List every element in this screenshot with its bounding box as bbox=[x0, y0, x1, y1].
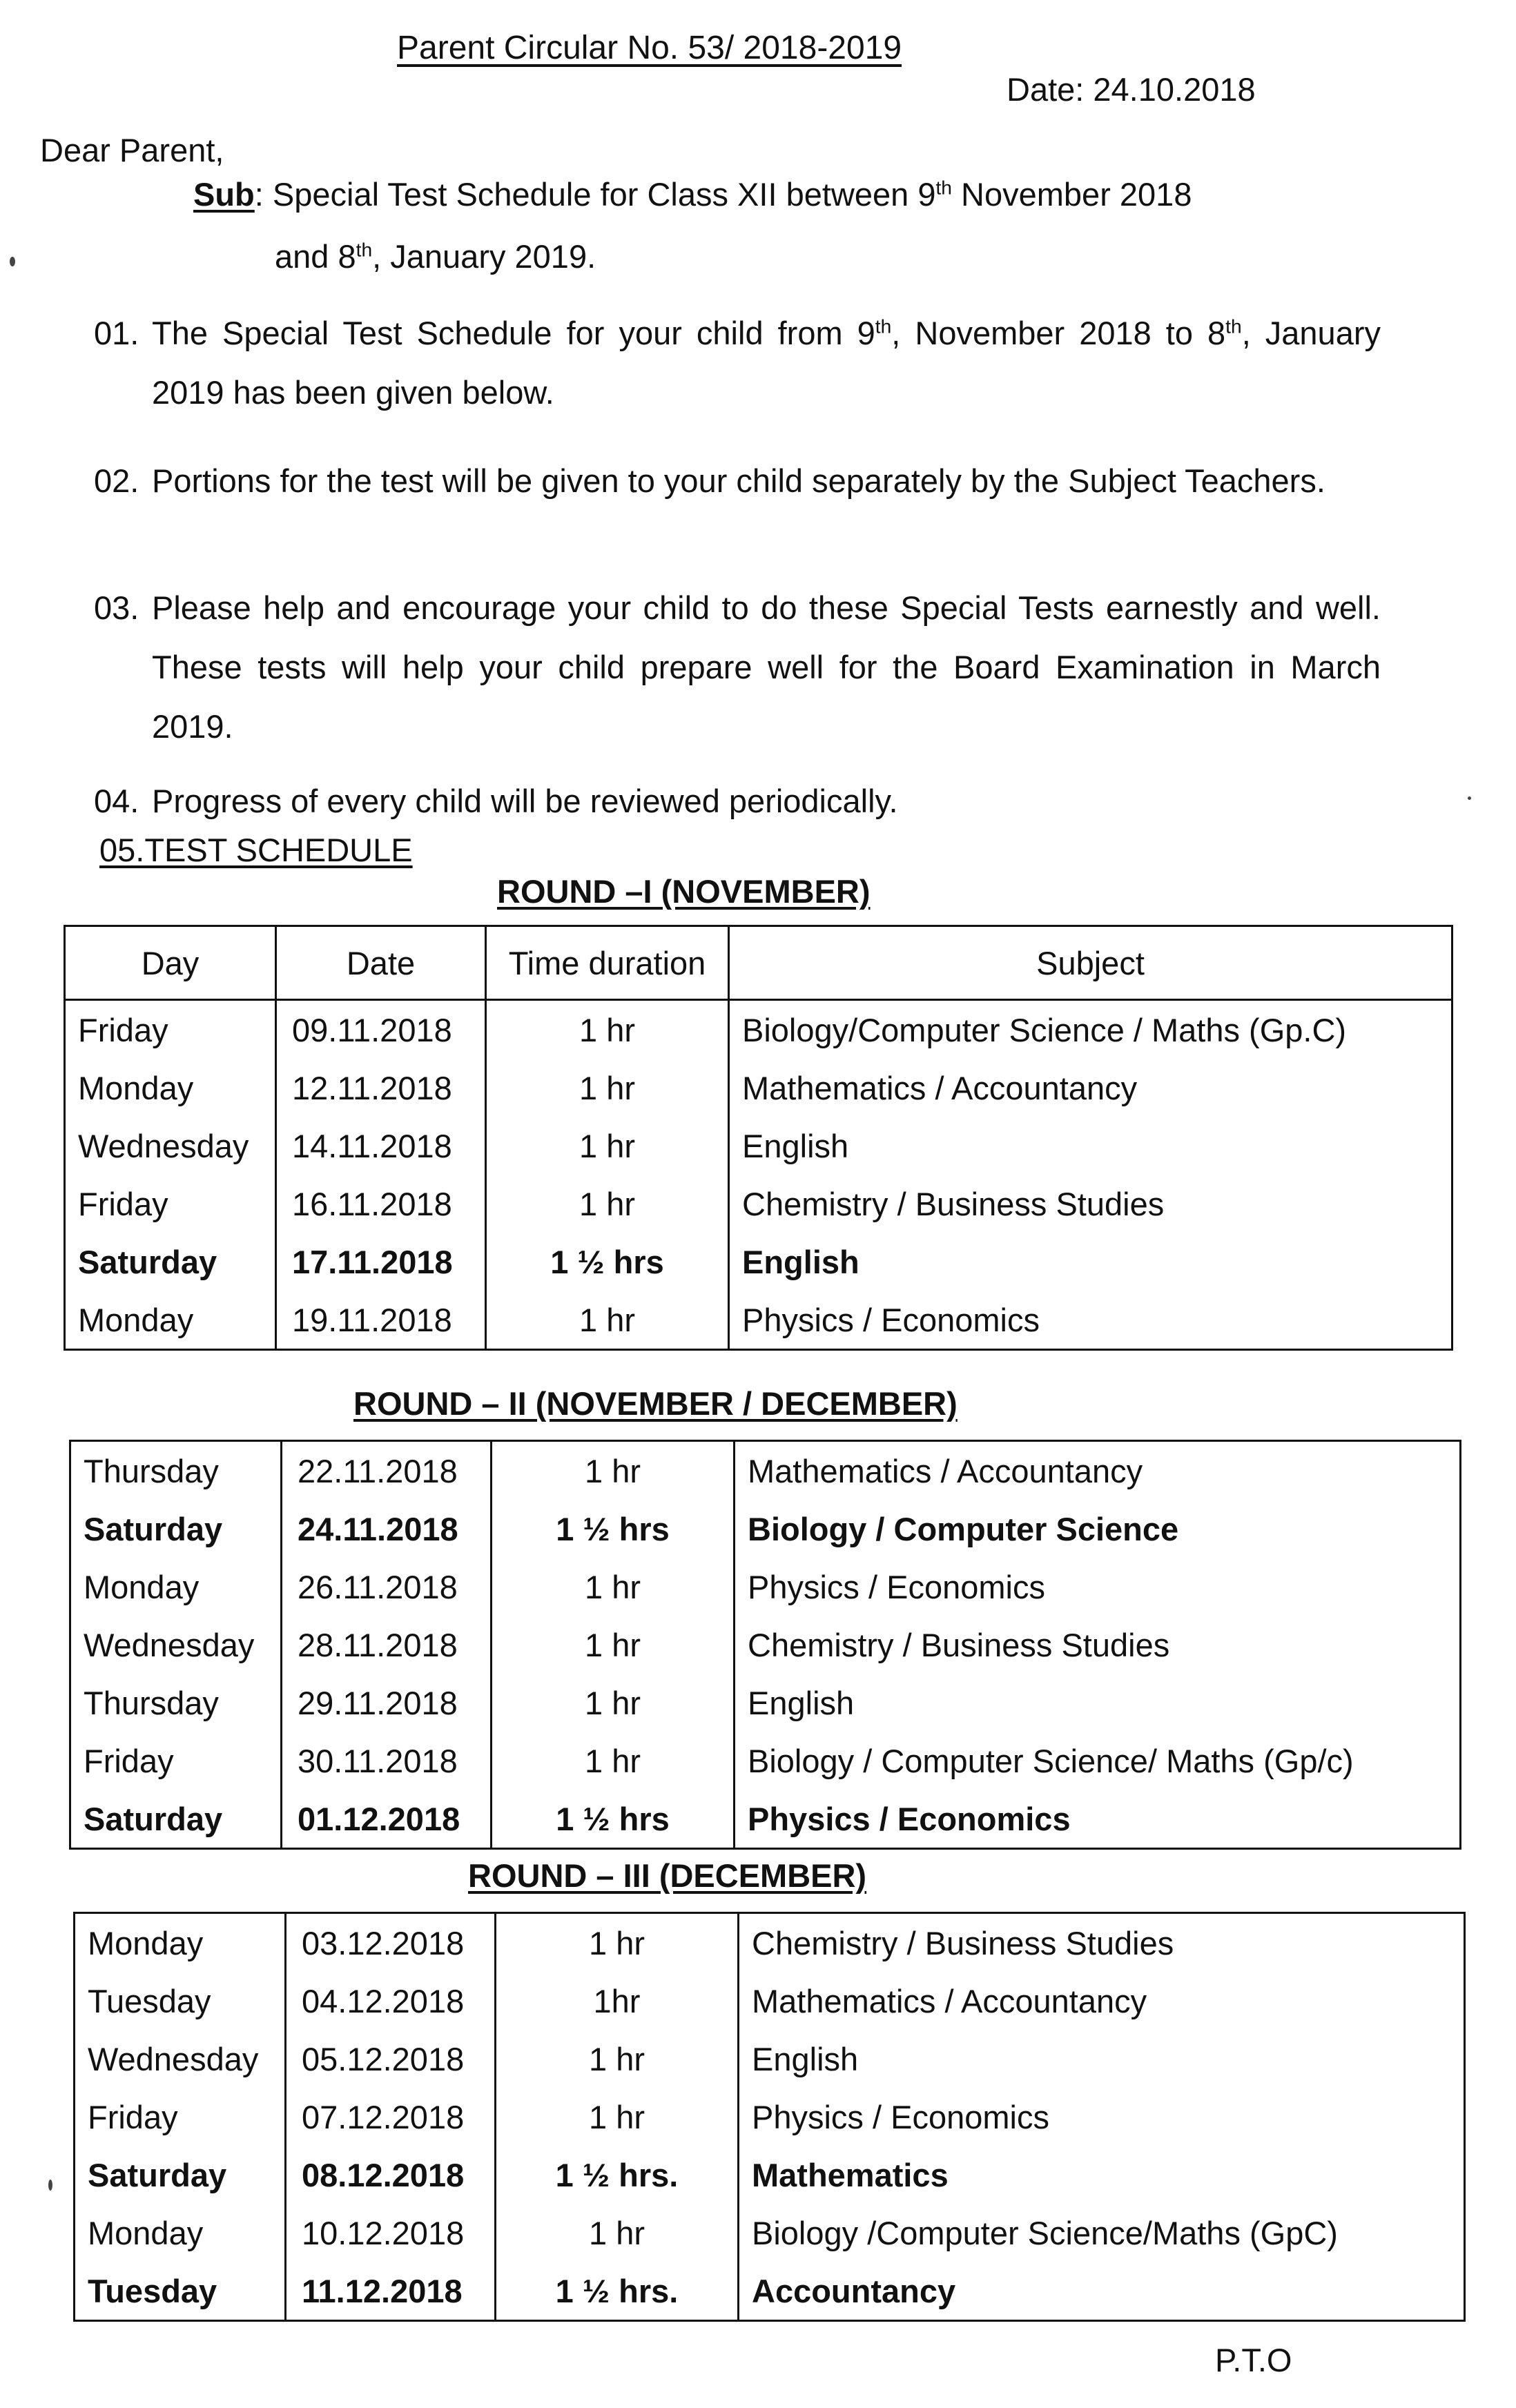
cell-day: Thursday bbox=[70, 1674, 282, 1732]
cell-time: 1 hr bbox=[492, 1674, 735, 1732]
cell-date: 30.11.2018 bbox=[282, 1732, 492, 1790]
cell-day: Thursday bbox=[70, 1441, 282, 1500]
cell-day: Monday bbox=[75, 1913, 286, 1973]
cell-subject: English bbox=[735, 1674, 1461, 1732]
point-text-part: , January 2019 has been given below. bbox=[152, 315, 1381, 411]
cell-day: Monday bbox=[65, 1059, 276, 1117]
point-number: 02. bbox=[94, 462, 139, 499]
cell-subject: Biology / Computer Science/ Maths (Gp/c) bbox=[735, 1732, 1461, 1790]
cell-date: 11.12.2018 bbox=[286, 2262, 496, 2321]
table-row bbox=[70, 1616, 1461, 1674]
cell-time: 1 hr bbox=[496, 1913, 739, 1973]
point-text-part: , November 2018 to 8 bbox=[891, 315, 1226, 351]
cell-time: 1 ½ hrs bbox=[492, 1500, 735, 1558]
subject-label: Sub bbox=[193, 176, 255, 213]
cell-day: Saturday bbox=[70, 1790, 282, 1849]
cell-day: Tuesday bbox=[75, 1972, 286, 2030]
subject-line-1 bbox=[193, 175, 1192, 213]
table-row bbox=[75, 2204, 1465, 2262]
cell-day: Saturday bbox=[65, 1233, 276, 1291]
cell-time: 1 hr bbox=[492, 1616, 735, 1674]
cell-time: 1 hr bbox=[496, 2030, 739, 2088]
round-1-title: ROUND –I (NOVEMBER) bbox=[497, 873, 871, 910]
header-subject: Subject bbox=[729, 926, 1452, 1000]
cell-day: Friday bbox=[65, 1000, 276, 1059]
table-row bbox=[75, 1913, 1465, 1973]
table-row bbox=[65, 1000, 1452, 1059]
round-1-table bbox=[64, 925, 1453, 1351]
cell-day: Tuesday bbox=[75, 2262, 286, 2321]
table-row bbox=[70, 1558, 1461, 1616]
point-text: Please help and encourage your child to do these Special Tests earnestly and well. These tests will help your child prepare well for the Board Examination in March 2019. bbox=[152, 589, 1381, 745]
cell-date: 26.11.2018 bbox=[282, 1558, 492, 1616]
scan-speck bbox=[1468, 796, 1471, 800]
cell-subject: Physics / Economics bbox=[735, 1558, 1461, 1616]
cell-time: 1 hr bbox=[486, 1000, 729, 1059]
cell-subject: Mathematics bbox=[739, 2146, 1465, 2204]
cell-subject: Mathematics / Accountancy bbox=[735, 1441, 1461, 1500]
cell-time: 1 ½ hrs bbox=[486, 1233, 729, 1291]
cell-date: 24.11.2018 bbox=[282, 1500, 492, 1558]
cell-time: 1 hr bbox=[486, 1291, 729, 1350]
cell-date: 10.12.2018 bbox=[286, 2204, 496, 2262]
table-row bbox=[70, 1790, 1461, 1849]
subject-line2-sup: th bbox=[356, 238, 373, 261]
table-row bbox=[75, 1972, 1465, 2030]
cell-day: Saturday bbox=[70, 1500, 282, 1558]
cell-subject: Chemistry / Business Studies bbox=[739, 1913, 1465, 1973]
cell-subject: Mathematics / Accountancy bbox=[729, 1059, 1452, 1117]
cell-time: 1 hr bbox=[496, 2204, 739, 2262]
cell-time: 1 hr bbox=[486, 1175, 729, 1233]
round-2-title: ROUND – II (NOVEMBER / DECEMBER) bbox=[353, 1385, 958, 1422]
scan-speck bbox=[48, 2180, 52, 2191]
cell-time: 1 hr bbox=[486, 1059, 729, 1117]
cell-day: Friday bbox=[65, 1175, 276, 1233]
point-sup: th bbox=[1225, 315, 1242, 337]
table-row bbox=[75, 2146, 1465, 2204]
cell-day: Saturday bbox=[75, 2146, 286, 2204]
round-2-table bbox=[69, 1440, 1461, 1850]
cell-date: 29.11.2018 bbox=[282, 1674, 492, 1732]
cell-subject: Chemistry / Business Studies bbox=[735, 1616, 1461, 1674]
subject-line1-post: November 2018 bbox=[951, 176, 1192, 213]
cell-date: 28.11.2018 bbox=[282, 1616, 492, 1674]
cell-date: 05.12.2018 bbox=[286, 2030, 496, 2088]
point-text: Progress of every child will be reviewed periodically. bbox=[152, 783, 898, 819]
cell-subject: English bbox=[729, 1233, 1452, 1291]
cell-date: 17.11.2018 bbox=[276, 1233, 486, 1291]
cell-date: 22.11.2018 bbox=[282, 1441, 492, 1500]
table-row bbox=[70, 1441, 1461, 1500]
cell-time: 1 hr bbox=[492, 1558, 735, 1616]
table-row bbox=[70, 1674, 1461, 1732]
cell-subject: Mathematics / Accountancy bbox=[739, 1972, 1465, 2030]
cell-day: Monday bbox=[70, 1558, 282, 1616]
header-day: Day bbox=[65, 926, 276, 1000]
header-date: Date bbox=[276, 926, 486, 1000]
table-row bbox=[65, 1117, 1452, 1175]
table-header-row bbox=[65, 926, 1452, 1000]
cell-day: Wednesday bbox=[70, 1616, 282, 1674]
point-number: 01. bbox=[94, 315, 139, 351]
cell-day: Friday bbox=[75, 2088, 286, 2146]
cell-subject: Chemistry / Business Studies bbox=[729, 1175, 1452, 1233]
cell-subject: Biology / Computer Science bbox=[735, 1500, 1461, 1558]
point-text-part: The Special Test Schedule for your child from 9 bbox=[152, 315, 875, 351]
table-row bbox=[75, 2088, 1465, 2146]
salutation: Dear Parent, bbox=[40, 132, 224, 168]
table-row bbox=[65, 1059, 1452, 1117]
cell-time: 1 ½ hrs bbox=[492, 1790, 735, 1849]
table-row bbox=[70, 1500, 1461, 1558]
header-time: Time duration bbox=[486, 926, 729, 1000]
cell-day: Wednesday bbox=[65, 1117, 276, 1175]
subject-line2-pre: and 8 bbox=[275, 238, 356, 275]
cell-date: 19.11.2018 bbox=[276, 1291, 486, 1350]
subject-line1-sup: th bbox=[935, 176, 952, 199]
cell-time: 1 hr bbox=[496, 2088, 739, 2146]
cell-time: 1hr bbox=[496, 1972, 739, 2030]
subject-line2-post: , January 2019. bbox=[372, 238, 596, 275]
cell-time: 1 hr bbox=[492, 1441, 735, 1500]
cell-date: 03.12.2018 bbox=[286, 1913, 496, 1973]
cell-subject: Physics / Economics bbox=[739, 2088, 1465, 2146]
table-row bbox=[70, 1732, 1461, 1790]
cell-subject: Physics / Economics bbox=[729, 1291, 1452, 1350]
subject-line1-pre: : Special Test Schedule for Class XII between 9 bbox=[254, 176, 936, 213]
cell-subject: English bbox=[739, 2030, 1465, 2088]
schedule-heading: 05.TEST SCHEDULE bbox=[99, 832, 413, 868]
cell-time: 1 hr bbox=[492, 1732, 735, 1790]
cell-date: 16.11.2018 bbox=[276, 1175, 486, 1233]
round-3-table bbox=[73, 1912, 1466, 2322]
table-row bbox=[75, 2262, 1465, 2321]
point-number: 04. bbox=[94, 783, 139, 819]
table-row bbox=[75, 2030, 1465, 2088]
round-3-title: ROUND – III (DECEMBER) bbox=[468, 1857, 867, 1894]
cell-day: Monday bbox=[75, 2204, 286, 2262]
point-sup: th bbox=[875, 315, 892, 337]
cell-day: Friday bbox=[70, 1732, 282, 1790]
cell-date: 07.12.2018 bbox=[286, 2088, 496, 2146]
cell-time: 1 ½ hrs. bbox=[496, 2262, 739, 2321]
point-text: Portions for the test will be given to your child separately by the Subject Teachers. bbox=[152, 462, 1325, 499]
cell-day: Wednesday bbox=[75, 2030, 286, 2088]
cell-subject: Biology /Computer Science/Maths (GpC) bbox=[739, 2204, 1465, 2262]
cell-subject: Physics / Economics bbox=[735, 1790, 1461, 1849]
point-text bbox=[152, 304, 1381, 422]
cell-subject: Accountancy bbox=[739, 2262, 1465, 2321]
table-row bbox=[65, 1175, 1452, 1233]
cell-date: 14.11.2018 bbox=[276, 1117, 486, 1175]
table-row bbox=[65, 1233, 1452, 1291]
cell-subject: English bbox=[729, 1117, 1452, 1175]
cell-day: Monday bbox=[65, 1291, 276, 1350]
subject-line-2 bbox=[275, 237, 596, 275]
cell-subject: Biology/Computer Science / Maths (Gp.C) bbox=[729, 1000, 1452, 1059]
cell-date: 01.12.2018 bbox=[282, 1790, 492, 1849]
cell-time: 1 hr bbox=[486, 1117, 729, 1175]
cell-date: 12.11.2018 bbox=[276, 1059, 486, 1117]
circular-date: Date: 24.10.2018 bbox=[1007, 71, 1256, 108]
point-number: 03. bbox=[94, 589, 139, 626]
scan-speck bbox=[10, 257, 15, 266]
pto-note: P.T.O bbox=[1215, 2342, 1292, 2378]
cell-date: 08.12.2018 bbox=[286, 2146, 496, 2204]
table-row bbox=[65, 1291, 1452, 1350]
cell-time: 1 ½ hrs. bbox=[496, 2146, 739, 2204]
cell-date: 04.12.2018 bbox=[286, 1972, 496, 2030]
cell-date: 09.11.2018 bbox=[276, 1000, 486, 1059]
circular-title: Parent Circular No. 53/ 2018-2019 bbox=[397, 30, 902, 66]
